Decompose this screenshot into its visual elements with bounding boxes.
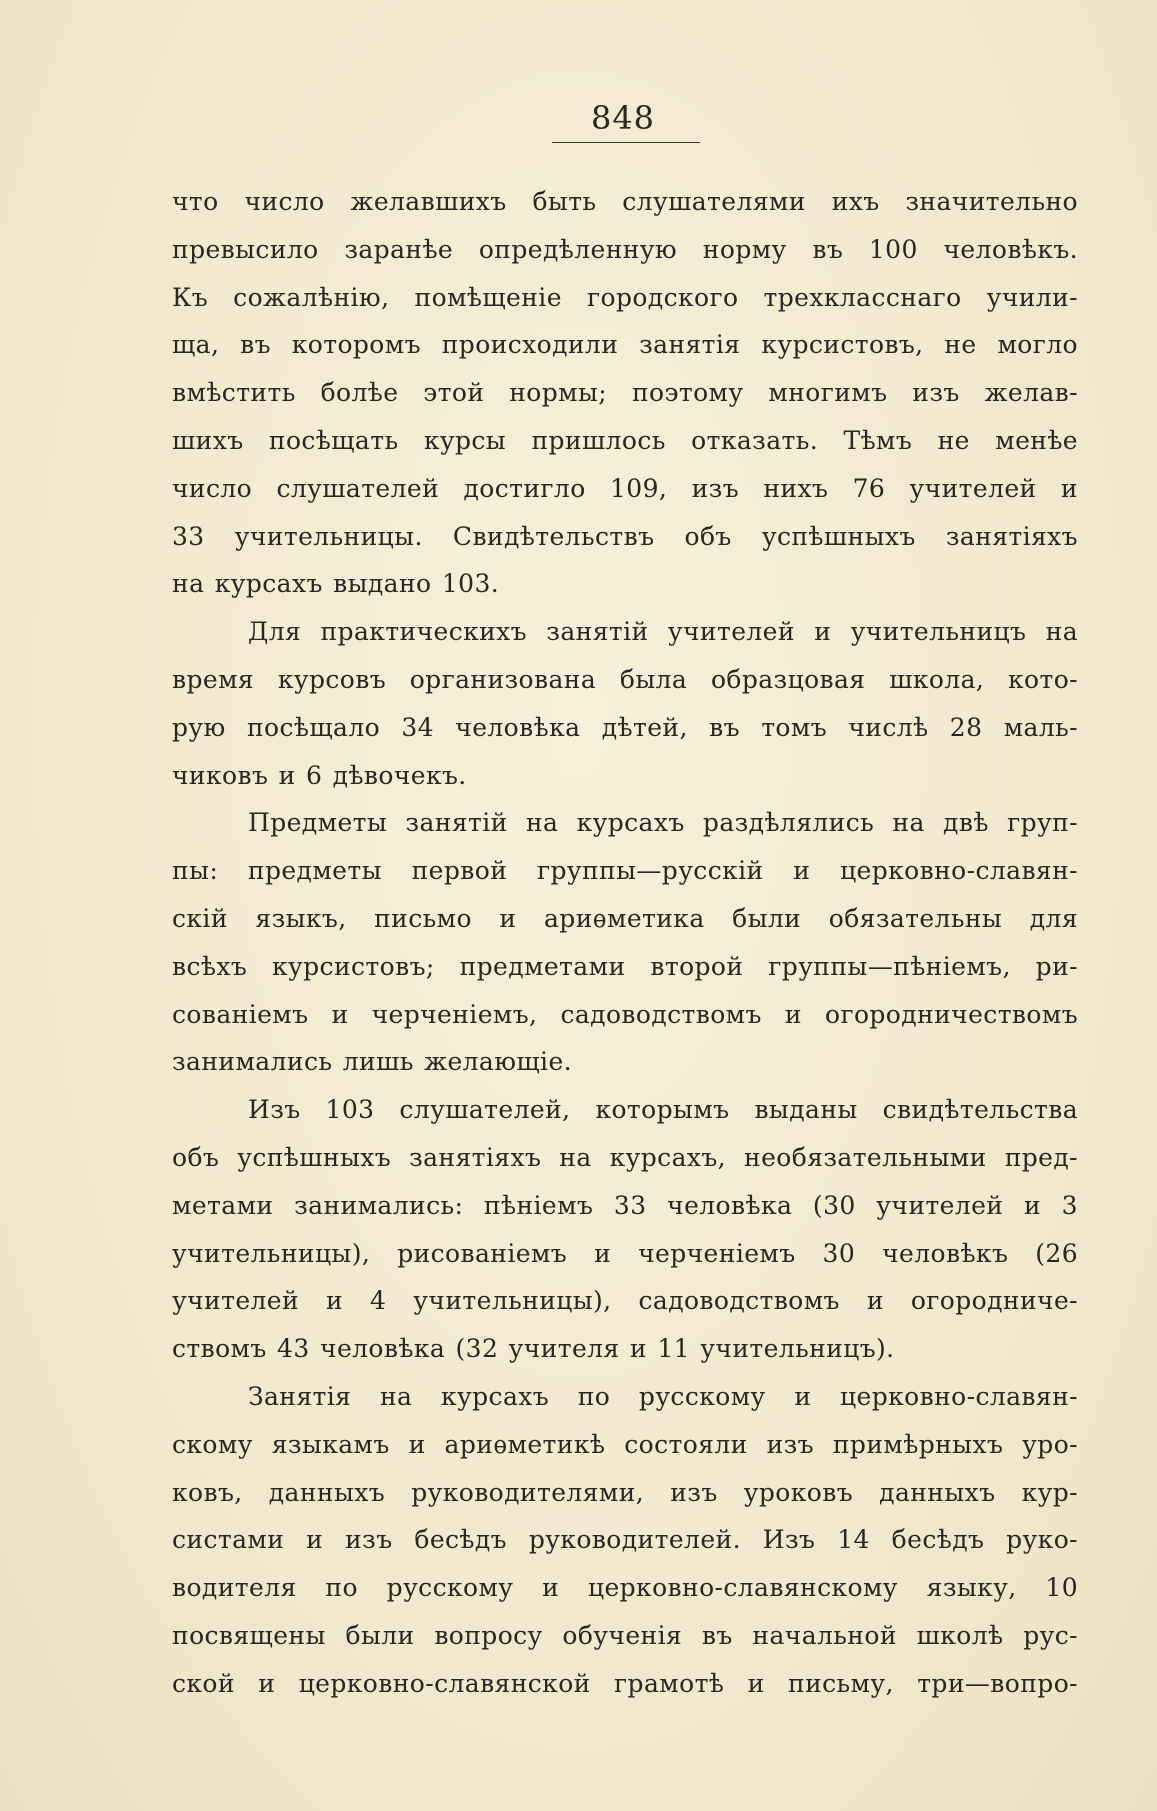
text-line: водителя по русскому и церковно-славянскому языку, 10 xyxy=(172,1573,1078,1603)
text-line: сованіемъ и черченіемъ, садоводствомъ и огородничествомъ xyxy=(172,999,1078,1029)
text-line: занимались лишь желающіе. xyxy=(172,1047,572,1077)
text-line: ской и церковно-славянской грамотѣ и письму, три—вопро- xyxy=(172,1668,1078,1698)
text-line: шихъ посѣщать курсы пришлось отказать. Тѣмъ не менѣе xyxy=(172,425,1078,455)
text-line: Изъ 103 слушателей, которымъ выданы свидѣтельства xyxy=(248,1095,1078,1125)
text-line: время курсовъ организована была образцовая школа, кото- xyxy=(172,664,1078,694)
page-number-rule xyxy=(552,142,700,143)
text-line: превысило заранѣе опредѣленную норму въ 100 человѣкъ. xyxy=(172,234,1078,264)
text-line: 33 учительницы. Свидѣтельствъ объ успѣшныхъ занятіяхъ xyxy=(172,521,1078,551)
page-number: 848 xyxy=(590,99,656,137)
text-line: пы: предметы первой группы—русскій и церковно-славян- xyxy=(172,856,1078,886)
text-line: ща, въ которомъ происходили занятія курсистовъ, не могло xyxy=(172,330,1078,360)
text-line: ствомъ 43 человѣка (32 учителя и 11 учительницъ). xyxy=(172,1334,895,1364)
text-line: Предметы занятій на курсахъ раздѣлялись на двѣ груп- xyxy=(248,808,1078,838)
text-line: ковъ, данныхъ руководителями, изъ уроковъ данныхъ кур- xyxy=(172,1477,1078,1507)
text-line: учительницы), рисованіемъ и черченіемъ 30 человѣкъ (26 xyxy=(172,1238,1078,1268)
text-line: Къ сожалѣнію, помѣщеніе городского трехкласснаго учили- xyxy=(172,282,1078,312)
text-line: чиковъ и 6 дѣвочекъ. xyxy=(172,760,467,790)
text-line: что число желавшихъ быть слушателями ихъ значительно xyxy=(172,187,1078,216)
text-line: скій языкъ, письмо и ариѳметика были обязательны для xyxy=(172,903,1078,933)
text-line: скому языкамъ и ариѳметикѣ состояли изъ примѣрныхъ уро- xyxy=(172,1429,1078,1459)
text-line: число слушателей достигло 109, изъ нихъ 76 учителей и xyxy=(172,473,1078,503)
text-line: учителей и 4 учительницы), садоводствомъ и огородниче- xyxy=(172,1286,1078,1316)
text-line: метами занимались: пѣніемъ 33 человѣка (30 учителей и 3 xyxy=(172,1190,1078,1220)
text-line: объ успѣшныхъ занятіяхъ на курсахъ, необязательными пред- xyxy=(172,1142,1078,1172)
text-line: всѣхъ курсистовъ; предметами второй группы—пѣніемъ, ри- xyxy=(172,951,1078,981)
text-line: систами и изъ бесѣдъ руководителей. Изъ 14 бесѣдъ руко- xyxy=(172,1525,1078,1555)
body-text xyxy=(172,178,1078,1708)
text-line: вмѣстить болѣе этой нормы; поэтому многимъ изъ желав- xyxy=(172,378,1078,408)
text-line: рую посѣщало 34 человѣка дѣтей, въ томъ числѣ 28 маль- xyxy=(172,712,1078,742)
text-line: Для практическихъ занятій учителей и учительницъ на xyxy=(248,617,1078,647)
text-line: на курсахъ выдано 103. xyxy=(172,569,500,599)
text-line: Занятія на курсахъ по русскому и церковно-славян- xyxy=(248,1381,1078,1411)
text-line: посвящены были вопросу обученія въ начальной школѣ рус- xyxy=(172,1620,1078,1650)
